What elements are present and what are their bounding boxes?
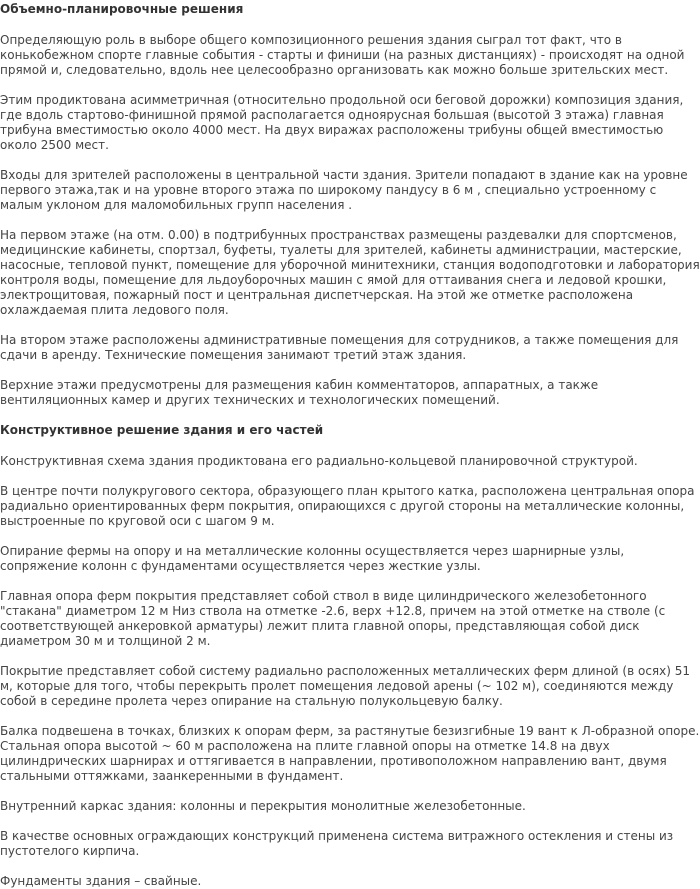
paragraph: Верхние этажи предусмотрены для размещения кабин комментаторов, аппаратных, а также вентиляционных камер и других технических и технологических помещений. xyxy=(0,378,599,407)
section-heading-structure: Конструктивное решение здания и его частей xyxy=(0,423,324,437)
paragraph: Этим продиктована асимметричная (относительно продольной оси беговой дорожки) композиция здания, где вдоль стартово-финишной прямой располагается одноярусная большая (высотой 3 этажа) главная трибуна вместимостью около 4000 мест. На двух виражах расположены трибуны общей вместимостью около 2500 мест. xyxy=(0,93,684,152)
paragraph: На первом этаже (на отм. 0.00) в подтрибунных пространствах размещены раздевалки для спортсменов, медицинские кабинеты, спортзал, буфеты, туалеты для зрителей, кабинеты администрации, мастерские, насосные, тепловой пункт, помещение для уборочной минитехники, станция водоподготовки и лаборатория контроля воды, помещение для льдоуборочных машин с ямой для оттаивания снега и ледовой крошки, электрощитовая, пожарный пост и центральная диспетчерская. На этой же отметке расположена охлаждаемая плита ледового поля. xyxy=(0,228,700,317)
paragraph: Балка подвешена в точках, близких к опорам ферм, за растянутые безизгибные 19 вант к Л-образной опоре. Стальная опора высотой ~ 60 м расположена на плите главной опоры на отметке 14.8 на двух цилиндрических шарнирах и оттягивается в направлении, противоположном направлению вант, двумя стальными оттяжками, заанкеренными в фундамент. xyxy=(0,724,700,783)
paragraph: На втором этаже расположены административные помещения для сотрудников, а также помещения для сдачи в аренду. Технические помещения занимают третий этаж здания. xyxy=(0,333,679,362)
paragraph: Определяющую роль в выборе общего композиционного решения здания сыграл тот факт, что в конькобежном спорте главные события - старты и финиши (на разных дистанциях) - происходят на одной прямой и, следовательно, вдоль нее целесообразно организовать как можно больше зрительских мест. xyxy=(0,33,685,77)
paragraph: Опирание фермы на опору и на металлические колонны осуществляется через шарнирные узлы, сопряжение колонн с фундаментами осуществляется через жесткие узлы. xyxy=(0,544,625,573)
paragraph: В центре почти полукругового сектора, образующего план крытого катка, расположена центральная опора радиально ориентированных ферм покрытия, опирающихся с другой стороны на металлические колонны, выстроенные по круговой оси с шагом 9 м. xyxy=(0,484,695,528)
paragraph: Конструктивная схема здания продиктована его радиально-кольцевой планировочной структурой. xyxy=(0,454,638,468)
section-heading-planning: Объемно-планировочные решения xyxy=(0,2,244,16)
paragraph: Фундаменты здания – свайные. xyxy=(0,874,202,888)
paragraph: Покрытие представляет собой систему радиально расположенных металлических ферм длиной (в осях) 51 м, которые для того, чтобы перекрыть пролет помещения ледовой арены (~ 102 м), соединяются между собой в середине пролета через опирание на стальную полукольцевую балку. xyxy=(0,664,690,708)
paragraph: Входы для зрителей расположены в центральной части здания. Зрители попадают в здание как на уровне первого этажа,так и на уровне второго этажа по широкому пандусу в 6 м , специально устроенному с малым уклоном для маломобильных групп населения . xyxy=(0,168,688,212)
paragraph: Внутренний каркас здания: колонны и перекрытия монолитные железобетонные. xyxy=(0,799,526,813)
paragraph: Главная опора ферм покрытия представляет собой ствол в виде цилиндрического железобетонного "стакана" диаметром 12 м Низ ствола на отметке -2.6, верх +12.8, причем на этой отметке на стволе (с соответствующей анкеровкой арматуры) лежит плита главной опоры, представляющая собой диск диаметром 30 м и толщиной 2 м. xyxy=(0,589,666,648)
paragraph: В качестве основных ограждающих конструкций применена система витражного остекления и стены из пустотелого кирпича. xyxy=(0,829,674,858)
